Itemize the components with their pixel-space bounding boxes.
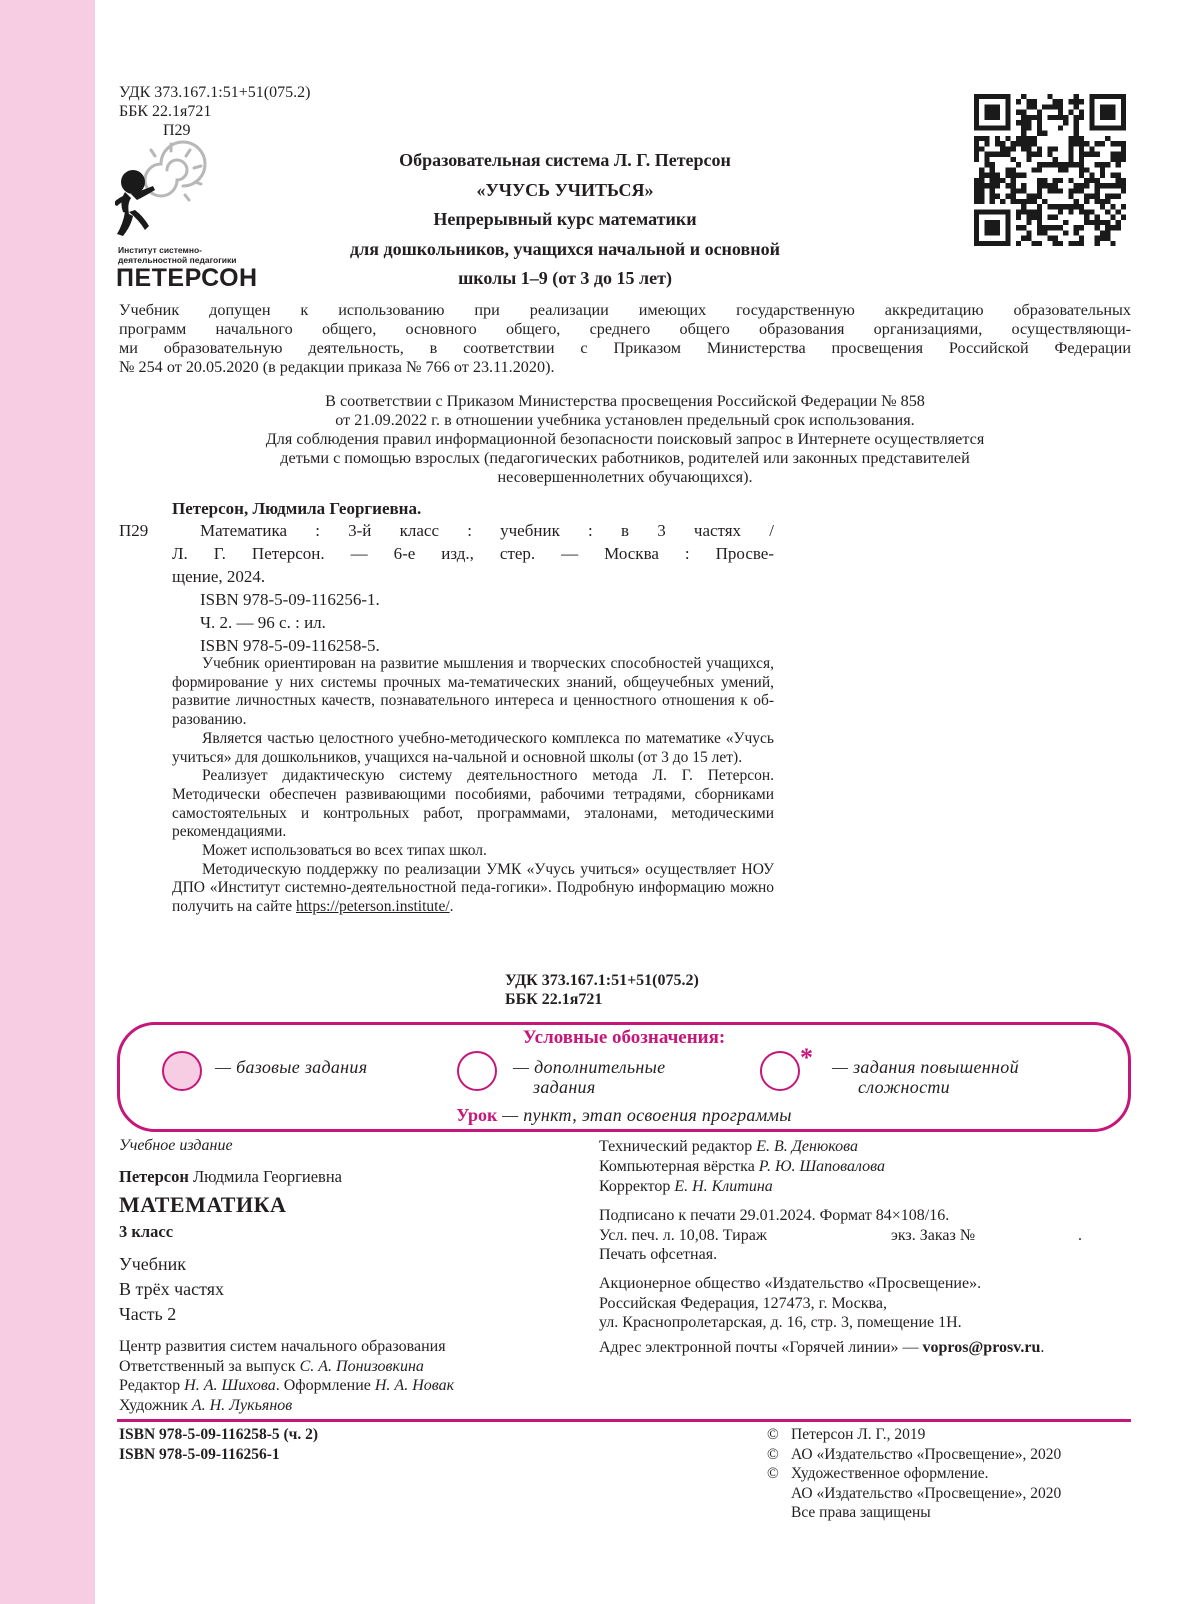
safety-notice: В соответствии с Приказом Министерства просвещения Российской Федерации № 858 от 21.09.2022 г. в отношении учебника установлен предельный срок использования. Для соблюдения правил информационной безопасности поисковый запрос в Интернете осуществляется детьми с помощью взрослых (педагогических работников, родителей или законных представителей несовершеннолетних обучающихся). [265,392,985,486]
legend-lesson: Урок — пункт, этап освоения программы [456,1105,792,1125]
legend-basic: — базовые задания [215,1057,368,1077]
bbk-code: ББК 22.1я721 [119,103,212,120]
udk-footer: УДК 373.167.1:51+51(075.2) ББК 22.1я721 [505,972,699,1008]
legend-title: Условные обозначения: [522,1027,726,1048]
star-icon: * [800,1043,813,1072]
legend-box [117,1022,1131,1132]
catalog-code: П29 [119,521,149,540]
copyright-icon: © [767,1445,779,1463]
author-mark: П29 [163,122,191,139]
peterson-logo [115,140,265,300]
extra-task-circle-icon [457,1051,497,1091]
basic-task-circle-icon [162,1051,202,1091]
copyright-block: © Петерсон Л. Г., 2019 © АО «Издательство «Просвещение», 2020 © Художественное оформление. АО «Издательство «Просвещение», 2020 Все права защищены [767,1426,1062,1521]
hotline-email[interactable]: vopros@prosv.ru [922,1339,1041,1356]
legend-extra: — дополнительные задания [513,1057,666,1097]
series-title: Образовательная система Л. Г. Петерсон «УЧУСЬ УЧИТЬСЯ» Непрерывный курс математики для дошкольников, учащихся начальной и основной школы 1–9 (от 3 до 15 лет) [350,150,780,288]
udk-code: УДК 373.167.1:51+51(075.2) [119,84,311,101]
catalog-author: Петерсон, Людмила Георгиевна. [172,499,422,518]
book-title: МАТЕМАТИКА [119,1192,287,1217]
logo-brand: ПЕТЕРСОН [116,264,258,292]
legend-hard: — задания повышенной сложности [832,1057,1019,1097]
copyright-icon: © [767,1465,779,1482]
divider-rule [117,1419,1131,1422]
child-figure-icon [115,140,265,245]
book-annotation: Учебник ориентирован на развитие мышления и творческих способностей учащихся, формирование у них системы прочных ма-тематических знаний, общеучебных умений, развитие личностных качеств, познавательного интереса и ценностного отношения к об-разованию. Является частью целостного учебно-методического комплекса по математике «Учусь учиться» для дошкольников, учащихся на-чальной и основной школы (от 3 до 15 лет). Реализует дидактическую систему деятельностного метода Л. Г. Петерсон. Методически обеспечен развивающими пособиями, рабочими тетрадями, сборниками самостоятельных и контрольных работ, программами, эталонами, методическими рекомендациями. Может использоваться во всех типах школ. Методическую поддержку по реализации УМК «Учусь учиться» осуществляет НОУ ДПО «Институт системно-деятельностной педа-гогики». Подробную информацию можно получить на сайте https://peterson.institute/. [172,655,774,916]
logo-caption: Институт системно- деятельностной педагогики [118,245,237,265]
approval-text: Учебник допущен к использованию при реализации имеющих государственную аккредитацию образовательных программ начального общего, основного общего, среднего общего образования организациями, осуществляющи- ми образовательную деятельность, в соответствии с Приказом Министерства просвещения Российской Федерации № 254 от 20.05.2020 (в редакции приказа № 766 от 23.11.2020). [119,301,1131,376]
website-link[interactable]: https://peterson.institute/ [295,898,450,916]
catalog-bibliography: Математика : 3-й класс : учебник : в 3 частях / Л. Г. Петерсон. — 6-е изд., стер. — Москва : Просве- щение, 2024. ISBN 978-5-09-116256-1. Ч. 2. — 96 с. : ил. ISBN 978-5-09-116258-5. [172,521,774,655]
page-margin-strip [0,0,95,1604]
hard-task-circle-icon [760,1051,800,1091]
copyright-icon: © [767,1426,779,1443]
udk-header [119,83,310,140]
isbn-block: ISBN 978-5-09-116258-5 (ч. 2) ISBN 978-5-09-116256-1 [119,1426,319,1463]
qr-code[interactable] [974,94,1126,246]
